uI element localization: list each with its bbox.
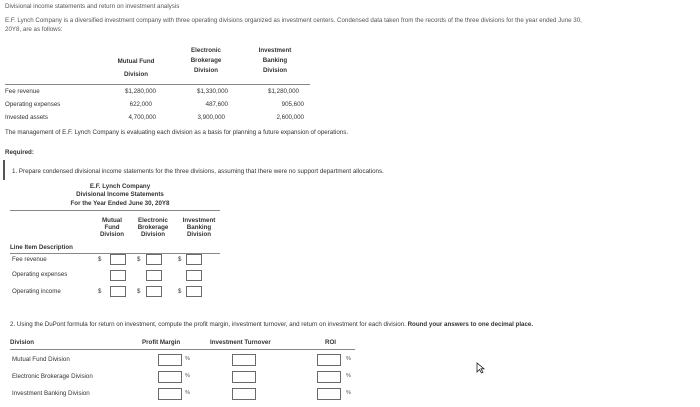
assets-investment: 2,600,000 bbox=[276, 114, 304, 121]
roi-electronic-input[interactable] bbox=[317, 371, 341, 383]
question-marker bbox=[3, 160, 5, 180]
data-table-divider bbox=[5, 84, 310, 85]
assets-electronic: 3,900,000 bbox=[197, 114, 225, 121]
stmt-row-operating-expenses: Operating expenses bbox=[12, 271, 68, 278]
opinc-investment-input[interactable] bbox=[186, 286, 202, 297]
fee-revenue-investment: $1,280,000 bbox=[268, 88, 299, 95]
turnover-mutual-input[interactable] bbox=[232, 354, 256, 366]
required-label: Required: bbox=[5, 149, 34, 156]
stmt-col3-header: Investment Banking Division bbox=[182, 217, 216, 239]
fee-revenue-electronic-input[interactable] bbox=[146, 254, 162, 265]
statement-title: Divisional Income Statements bbox=[76, 191, 164, 198]
percent-symbol: % bbox=[185, 390, 190, 396]
row-label-operating-expenses: Operating expenses bbox=[5, 101, 61, 108]
req2-text: 2. Using the DuPont formula for return on investment, compute the profit margin, investment turnover, and return on investment for each division. Round your answers to one decimal place. bbox=[10, 321, 534, 328]
fee-revenue-mutual: $1,280,000 bbox=[125, 88, 156, 95]
roi-mutual-input[interactable] bbox=[317, 354, 341, 366]
req2-header-division: Division bbox=[10, 339, 35, 346]
req2-row-mutual: Mutual Fund Division bbox=[12, 356, 70, 363]
page-title: Divisional income statements and return on investment analysis bbox=[5, 3, 180, 10]
opinc-electronic-input[interactable] bbox=[146, 286, 162, 297]
company-name: E.F. Lynch Company bbox=[89, 183, 151, 190]
data-col3-header: Investment Banking Division bbox=[258, 47, 292, 75]
percent-symbol: % bbox=[185, 373, 190, 379]
profit-margin-mutual-input[interactable] bbox=[158, 354, 182, 366]
row-label-invested-assets: Invested assets bbox=[5, 114, 48, 121]
roi-investment-input[interactable] bbox=[317, 388, 341, 400]
intro-text-line1: E.F. Lynch Company is a diversified investment company with three operating divisions organized as investment centers. Condensed data taken from the records of the three divisions for the year ended June 30, bbox=[5, 17, 582, 24]
req2-divider bbox=[10, 349, 355, 350]
statement-period: For the Year Ended June 30, 20Y8 bbox=[70, 200, 170, 207]
currency-symbol: $ bbox=[98, 288, 102, 295]
data-col2-header: Electronic Brokerage Division bbox=[190, 47, 222, 75]
percent-symbol: % bbox=[185, 356, 190, 362]
stmt-row-fee-revenue: Fee revenue bbox=[12, 256, 47, 263]
stmt-col1-header: Mutual Fund Division bbox=[99, 217, 125, 239]
currency-symbol: $ bbox=[137, 256, 141, 263]
data-col1-header: Mutual Fund Division bbox=[117, 58, 155, 79]
currency-symbol: $ bbox=[98, 256, 102, 263]
opinc-mutual-input[interactable] bbox=[110, 286, 126, 297]
currency-symbol: $ bbox=[137, 288, 141, 295]
profit-margin-investment-input[interactable] bbox=[158, 388, 182, 400]
statement-divider-top bbox=[10, 210, 220, 211]
opex-investment-input[interactable] bbox=[186, 270, 202, 281]
req2-header-turnover: Investment Turnover bbox=[210, 339, 271, 346]
turnover-investment-input[interactable] bbox=[232, 388, 256, 400]
opex-electronic: 487,600 bbox=[205, 101, 228, 108]
currency-symbol: $ bbox=[178, 256, 182, 263]
req2-row-electronic: Electronic Brokerage Division bbox=[12, 373, 93, 380]
percent-symbol: % bbox=[346, 373, 351, 379]
row-label-fee-revenue: Fee revenue bbox=[5, 88, 40, 95]
management-note: The management of E.F. Lynch Company is evaluating each division as a basis for planning a future expansion of operations. bbox=[5, 129, 349, 136]
req2-header-profit-margin: Profit Margin bbox=[142, 339, 181, 346]
fee-revenue-mutual-input[interactable] bbox=[110, 254, 126, 265]
assets-mutual: 4,700,000 bbox=[128, 114, 156, 121]
fee-revenue-investment-input[interactable] bbox=[186, 254, 202, 265]
req2-row-investment: Investment Banking Division bbox=[12, 390, 90, 397]
mouse-cursor-icon bbox=[476, 362, 485, 374]
opex-investment: 905,600 bbox=[281, 101, 304, 108]
turnover-electronic-input[interactable] bbox=[232, 371, 256, 383]
currency-symbol: $ bbox=[178, 288, 182, 295]
req1-text: 1. Prepare condensed divisional income statements for the three divisions, assuming that there were no support department allocations. bbox=[12, 168, 384, 175]
stmt-row-operating-income: Operating income bbox=[12, 288, 61, 295]
intro-text-line2: 20Y8, are as follows: bbox=[5, 26, 63, 33]
line-item-header: Line Item Description bbox=[10, 244, 73, 251]
opex-mutual-input[interactable] bbox=[110, 270, 126, 281]
percent-symbol: % bbox=[346, 390, 351, 396]
profit-margin-electronic-input[interactable] bbox=[158, 371, 182, 383]
stmt-col2-header: Electronic Brokerage Division bbox=[137, 217, 169, 239]
opex-mutual: 622,000 bbox=[129, 101, 152, 108]
req2-header-roi: ROI bbox=[325, 339, 337, 346]
percent-symbol: % bbox=[346, 356, 351, 362]
fee-revenue-electronic: $1,330,000 bbox=[197, 88, 228, 95]
opex-electronic-input[interactable] bbox=[146, 270, 162, 281]
